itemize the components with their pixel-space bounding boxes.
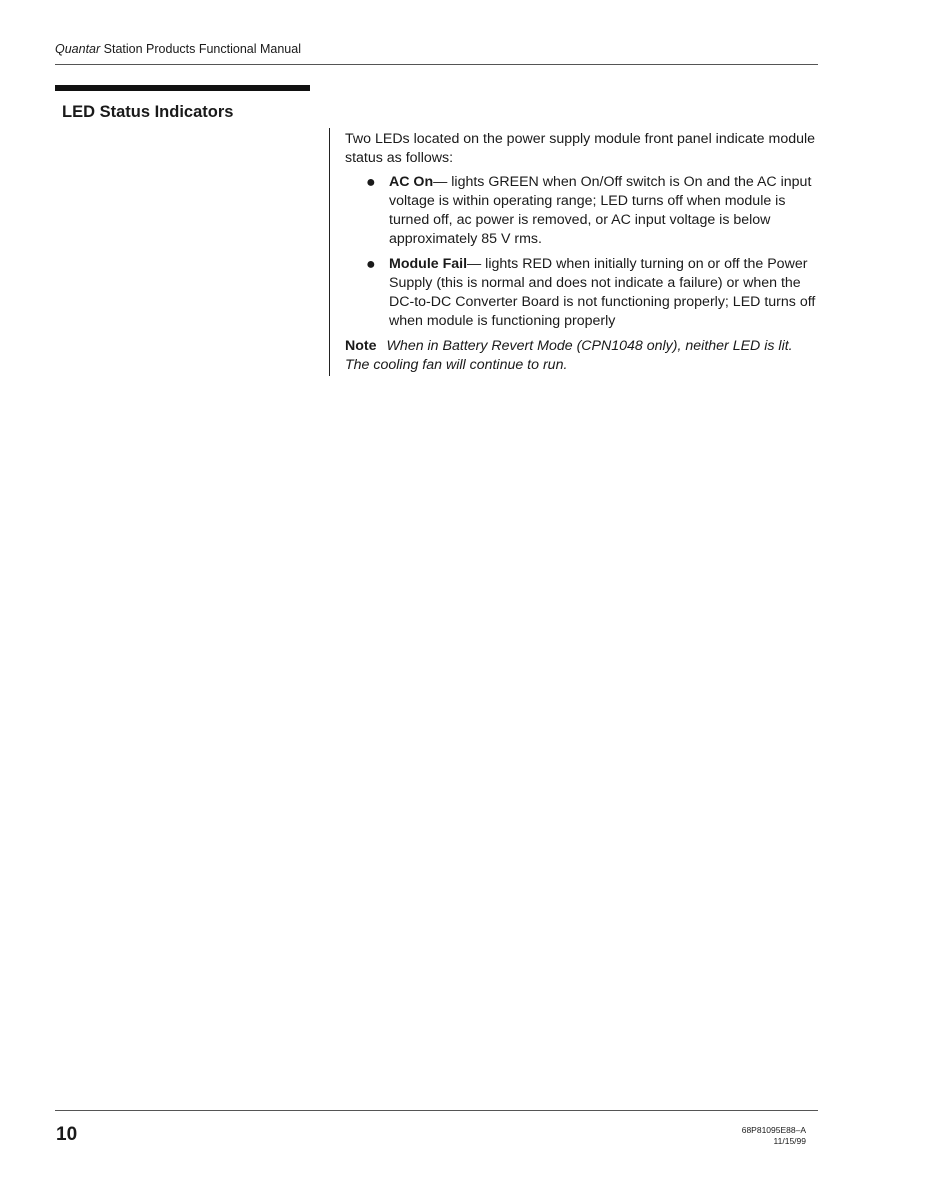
footer-rule (55, 1110, 818, 1111)
intro-paragraph: Two LEDs located on the power supply module front panel indicate module status as follows: (345, 131, 816, 166)
bullet-term: AC On (389, 174, 434, 190)
page-number: 10 (56, 1124, 78, 1145)
doc-number: 68P81095E88–A (741, 1125, 806, 1135)
running-header (55, 42, 301, 56)
bullet-list (345, 173, 817, 331)
section-bar (55, 85, 310, 91)
note (345, 337, 817, 375)
bullet-text: — lights GREEN when On/Off switch is On and the AC input voltage is within operating range; LED turns off when module is turned off, ac power is removed, or AC input voltage is below approximately 85 V rms. (389, 174, 812, 247)
list-item (345, 173, 817, 249)
body-text (345, 130, 817, 375)
header-brand: Quantar (55, 42, 101, 56)
note-label: Note (345, 338, 377, 354)
section-title: LED Status Indicators (62, 103, 234, 121)
header-title: Station Products Functional Manual (103, 42, 301, 56)
document-id (742, 1125, 806, 1147)
list-item (345, 255, 817, 331)
bullet-term: Module Fail (389, 256, 468, 272)
content-rule (329, 128, 330, 376)
bullet-text: — lights RED when initially turning on or off the Power Supply (this is normal and does not indicate a failure) or when the DC-to-DC Converter Board is not functioning properly; LED turns off when module is functioning properly (389, 256, 816, 329)
header-rule (55, 64, 818, 65)
note-text: When in Battery Revert Mode (CPN1048 only), neither LED is lit. The cooling fan will continue to run. (345, 338, 793, 373)
doc-date: 11/15/99 (773, 1136, 806, 1146)
bullet-icon: ● (366, 256, 376, 273)
bullet-icon: ● (366, 174, 376, 191)
